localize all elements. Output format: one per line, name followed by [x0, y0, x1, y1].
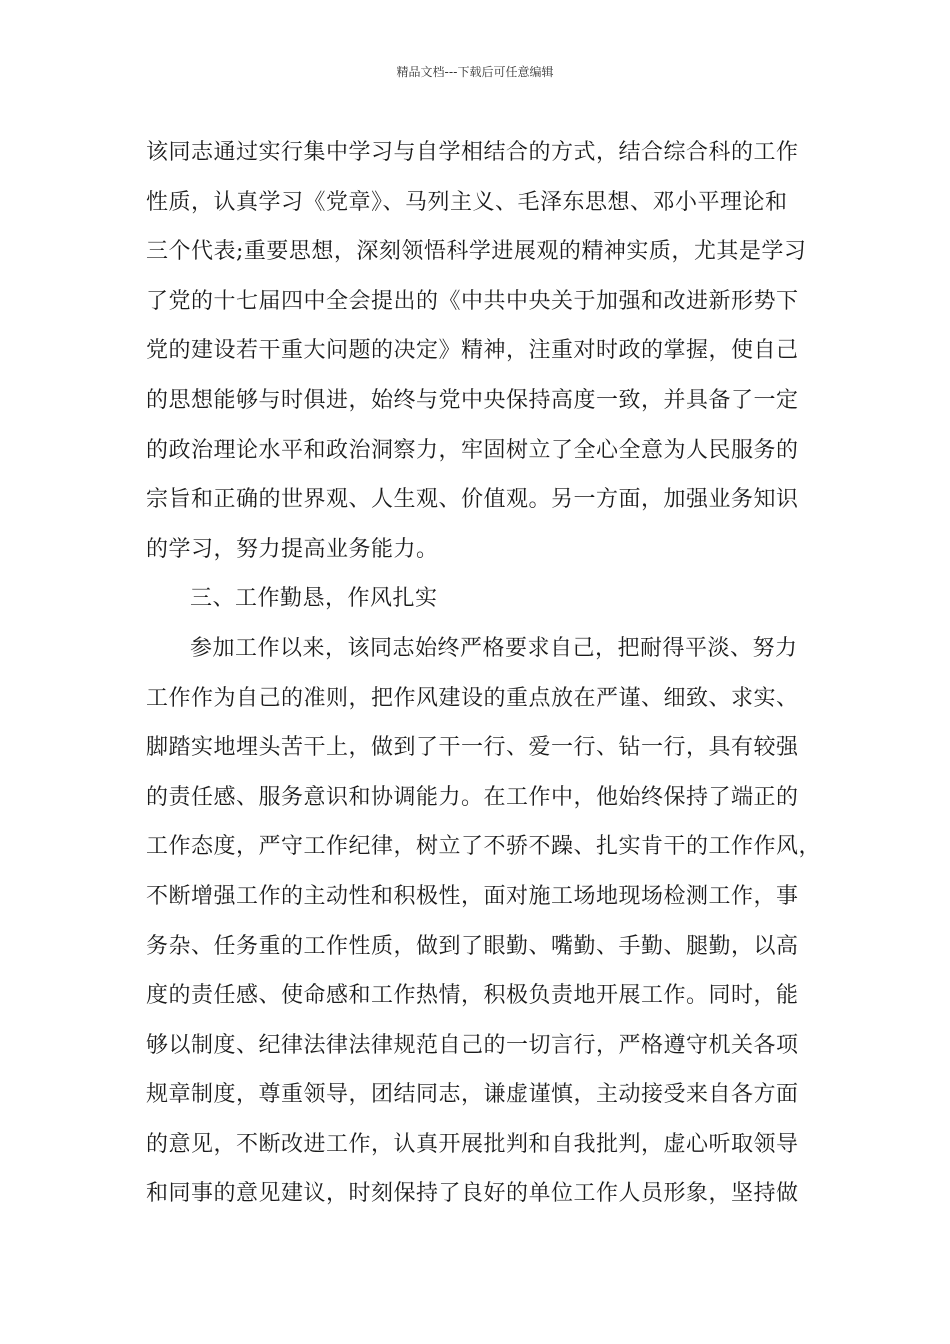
text-line: 和同事的意见建议，时刻保持了良好的单位工作人员形象，坚持做	[146, 1181, 799, 1207]
text-line: 的意见，不断改进工作，认真开展批判和自我批判，虚心听取领导	[146, 1131, 799, 1157]
text-line: 该同志通过实行集中学习与自学相结合的方式，结合综合科的工作	[146, 140, 799, 165]
text-line: 的政治理论水平和政治洞察力，牢固树立了全心全意为人民服务的	[146, 437, 799, 463]
text-line: 三、工作勤恳，作风扎实	[190, 586, 438, 612]
text-line: 参加工作以来，该同志始终严格要求自己，把耐得平淡、努力	[190, 635, 798, 661]
text-line: 三个代表;重要思想，深刻领悟科学进展观的精神实质，尤其是学习	[146, 239, 807, 265]
text-line: 不断增强工作的主动性和积极性，面对施工场地现场检测工作，事	[146, 883, 799, 909]
text-line: 的责任感、服务意识和协调能力。在工作中，他始终保持了端正的	[146, 784, 799, 810]
text-line: 宗旨和正确的世界观、人生观、价值观。另一方面，加强业务知识	[146, 487, 799, 513]
text-line: 性质，认真学习《党章》、马列主义、毛泽东思想、邓小平理论和	[146, 189, 788, 215]
text-line: 党的建设若干重大问题的决定》精神，注重对时政的掌握，使自己	[146, 338, 799, 364]
text-line: 够以制度、纪律法律法律规范自己的一切言行，严格遵守机关各项	[146, 1032, 799, 1058]
text-line: 了党的十七届四中全会提出的《中共中央关于加强和改进新形势下	[146, 288, 799, 314]
text-line: 规章制度，尊重领导，团结同志，谦虚谨慎，主动接受来自各方面	[146, 1082, 799, 1108]
page-header: 精品文档---下载后可任意编辑	[396, 65, 554, 79]
text-line: 务杂、任务重的工作性质，做到了眼勤、嘴勤、手勤、腿勤，以高	[146, 933, 799, 959]
text-line: 度的责任感、使命感和工作热情，积极负责地开展工作。同时，能	[146, 983, 799, 1009]
text-line: 脚踏实地埋头苦干上，做到了干一行、爱一行、钻一行，具有较强	[146, 735, 799, 761]
text-line: 工作作为自己的准则，把作风建设的重点放在严谨、细致、求实、	[146, 685, 799, 711]
text-line: 的学习，努力提高业务能力。	[146, 536, 439, 562]
text-line: 工作态度，严守工作纪律，树立了不骄不躁、扎实肯干的工作作风，	[146, 834, 822, 860]
text-line: 的思想能够与时俱进，始终与党中央保持高度一致，并具备了一定	[146, 387, 799, 413]
document-body	[146, 128, 822, 1219]
